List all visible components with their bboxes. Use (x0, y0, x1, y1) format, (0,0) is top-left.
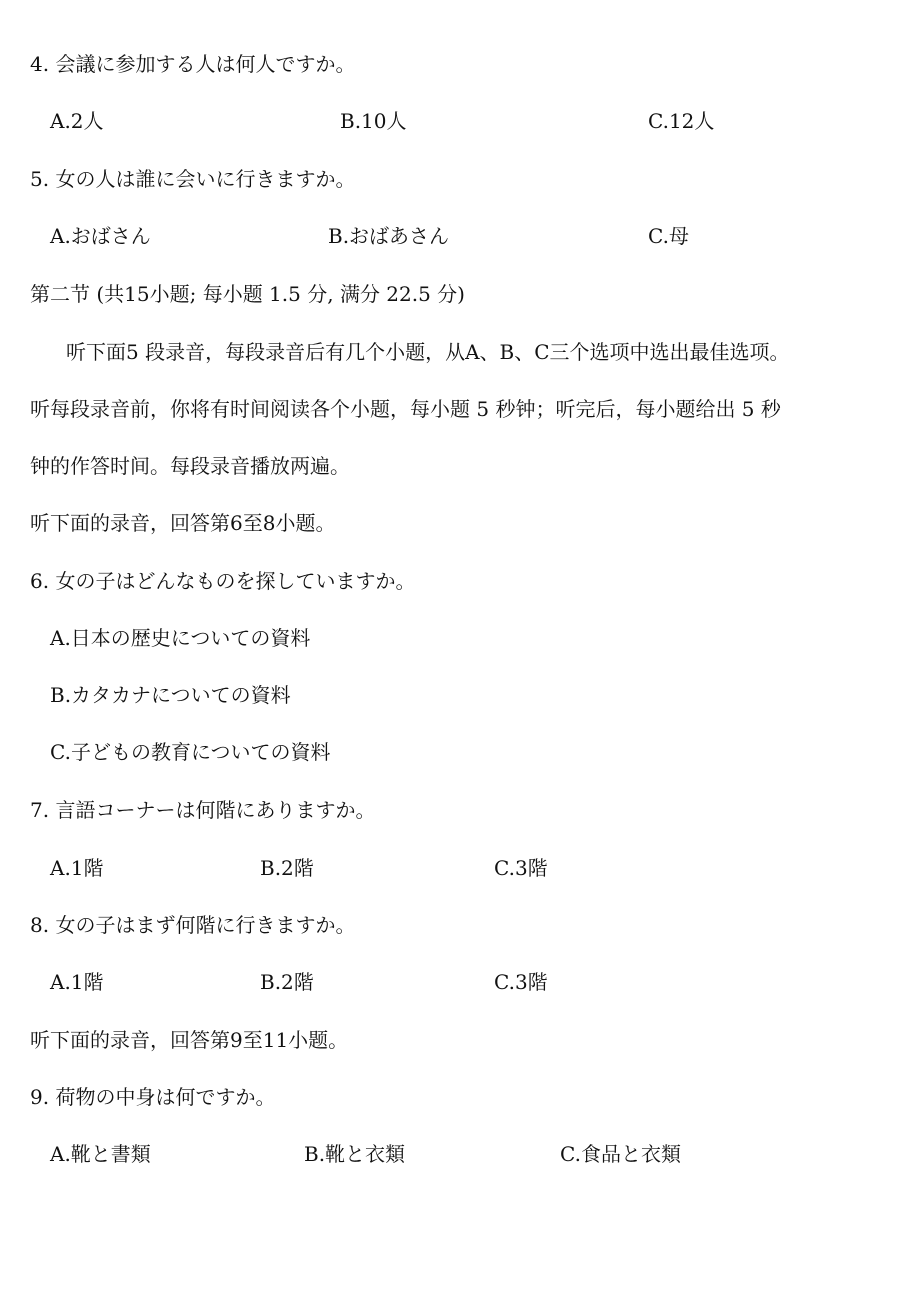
option-b: B.おばあさん (328, 224, 450, 248)
option-a: A.2人 (50, 109, 104, 133)
option-c: C.食品と衣類 (560, 1142, 681, 1166)
option-a: A.日本の歴史についての資料 (50, 626, 311, 650)
instruction-line-2: 听每段录音前，你将有时间阅读各个小题，每小题 5 秒钟；听完后，每小题给出 5 秒 (30, 397, 781, 421)
question-9 (0, 1077, 900, 1117)
question-5-text: 5. 女の人は誰に会いに行きますか。 (30, 167, 356, 191)
instruction-line-3: 钟的作答时间。每段录音播放两遍。 (30, 454, 350, 478)
question-4 (0, 44, 900, 84)
option-c: C.母 (648, 224, 689, 248)
question-7 (0, 790, 900, 830)
question-5 (0, 159, 900, 199)
option-b: B.2階 (260, 856, 314, 880)
option-b: B.靴と衣類 (304, 1142, 406, 1166)
option-b: B.10人 (340, 109, 407, 133)
instruction-line-1: 听下面5 段录音，每段录音后有几个小题，从A、B、C三个选项中选出最佳选项。 (66, 340, 790, 364)
option-c: C.3階 (494, 970, 548, 994)
option-a: A.おばさん (50, 224, 151, 248)
option-b: B.2階 (260, 970, 314, 994)
option-a: A.1階 (50, 856, 104, 880)
option-c: C.子どもの教育についての資料 (50, 740, 331, 764)
question-6-text: 6. 女の子はどんなものを探していますか。 (30, 569, 416, 593)
section-heading (0, 274, 900, 314)
option-a: A.靴と書類 (50, 1142, 151, 1166)
option-c: C.3階 (494, 856, 548, 880)
question-6 (0, 561, 900, 601)
option-c: C.12人 (648, 109, 715, 133)
question-8-options (0, 962, 900, 1002)
question-4-text: 4. 会議に参加する人は何人ですか。 (30, 52, 356, 76)
option-b: B.カタカナについての資料 (50, 683, 291, 707)
question-4-options (0, 101, 900, 141)
question-7-text: 7. 言語コーナーは何階にありますか。 (30, 798, 376, 822)
question-9-options (0, 1134, 900, 1174)
section-heading-text: 第二节 (共15小题; 每小题 1.5 分, 满分 22.5 分) (30, 282, 465, 306)
option-a: A.1階 (50, 970, 104, 994)
group-label-9-11: 听下面的录音，回答第9至11小题。 (30, 1028, 349, 1052)
group-label-6-8: 听下面的录音，回答第6至8小题。 (30, 511, 336, 535)
question-7-options (0, 848, 900, 888)
question-8 (0, 905, 900, 945)
question-8-text: 8. 女の子はまず何階に行きますか。 (30, 913, 356, 937)
question-5-options (0, 216, 900, 256)
question-9-text: 9. 荷物の中身は何ですか。 (30, 1085, 276, 1109)
